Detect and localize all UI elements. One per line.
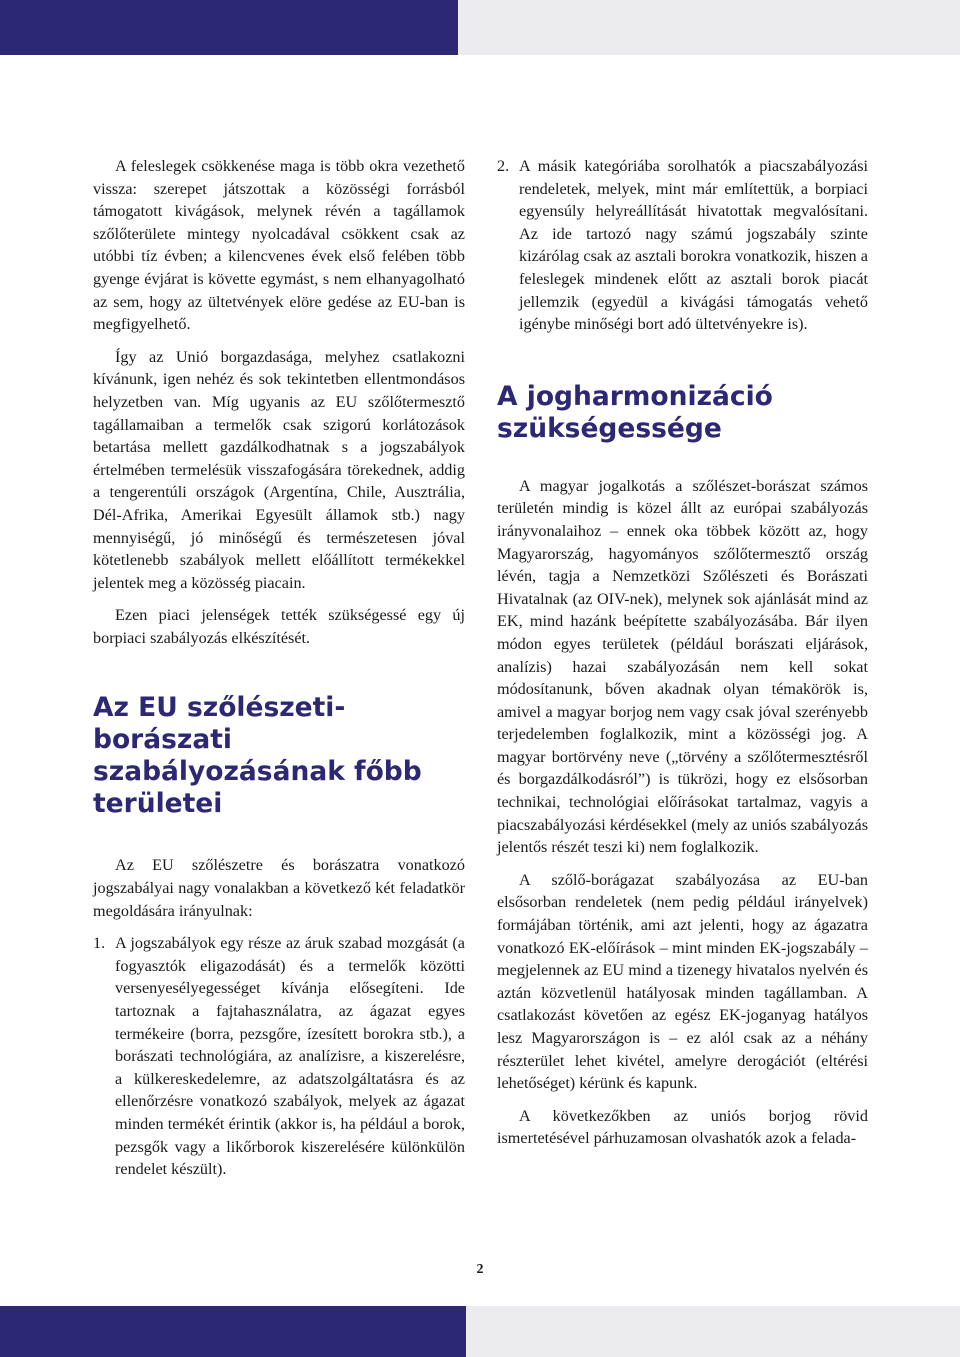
paragraph: Az EU szőlészetre és borászatra vonatkozó jogszabályai nagy vonalakban a következő két feladatkör megoldására irányulnak: bbox=[93, 856, 465, 920]
list-item-text: A jogszabályok egy része az áruk szabad mozgását (a fogyasztók eligazodását) és a termelők közötti versenyesélyegességet kívánja elősegíteni. Ide tartoznak a fajtahasználatra, az ágazat egyes termékeire (borra, pezsgőre, ízesített borokra stb.), a borászati technológiára, az analízisre, a kiszerelésre, a külkereskedelemre, az adatszolgáltatásra és az ellenőrzésre vonatkozó szabályok, melyek az ágazat minden termékét érintik (akkor is, ha például a borok, pezsgők vagy a likőrborok kiszerelésére különkülön rendelet készült). bbox=[115, 934, 465, 1179]
footer-band-dark bbox=[0, 1306, 466, 1357]
list-item bbox=[497, 155, 868, 336]
list-item-text: A másik kategóriába sorolhatók a piacszabályozási rendeletek, melyek, mint már említettük, a borpiaci egyensúly helyreállítását hivatottak megvalósítani. Az ide tartozó nagy számú jogszabály szinte kizárólag csak az asztali borokra vonatkozik, hiszen a feleslegek mindenek előtt az asztali borok piacát jellemzik (egyedül a kivágási támogatás vehető igénybe minőségi bort adó ültetvényekre is). bbox=[519, 157, 868, 334]
list-item bbox=[93, 932, 465, 1181]
footer-band-light bbox=[466, 1306, 960, 1357]
paragraph: A feleslegek csökkenése maga is több okra vezethető vissza: szerepet játszottak a közösségi forrásból támogatott kivágások, melynek révén a tagállamok szőlőterülete mintegy nyolcadával csökkent csak az utóbbi tíz évben; a kilencvenes évek első felében több gyenge évjárat is követte egymást, s nem elhanyagolható az sem, hogy az ültetvények elöre gedése az EU-ban is megfigyelhető. bbox=[93, 157, 465, 334]
section-heading: Az EU szőlészeti-borászati szabályozásának főbb területei bbox=[93, 692, 422, 820]
paragraph: Ezen piaci jelenségek tették szükségessé egy új borpiaci szabályozás elkészítését. bbox=[93, 606, 465, 647]
list-item-number: 2. bbox=[497, 157, 510, 175]
numbered-list bbox=[93, 932, 465, 1181]
header-band-light bbox=[458, 0, 960, 55]
left-column bbox=[93, 155, 465, 1181]
header-band-dark bbox=[0, 0, 458, 55]
numbered-list bbox=[497, 155, 868, 336]
list-item-number: 1. bbox=[93, 934, 106, 953]
page-number: 2 bbox=[476, 1262, 484, 1277]
paragraph: A szőlő-borágazat szabályozása az EU-ban elsősorban rendeletek (nem pedig például irányelvek) formájában történik, ami azt jelenti, hogy az ágazatra vonatkozó EK-előírások – mint minden EK-jogszabály – megjelennek az EU mind a tizenegy hivatalos nyelvén és aztán közvetlenül hatályosak minden tagállamban. A csatlakozást követően az egész EK-joganyag hatályos lesz Magyarországon is – ez alól csak az a néhány részterület lehet kivétel, amelyre derogációt (eltérési lehetőséget) kérünk és kapunk. bbox=[497, 870, 868, 1093]
right-column bbox=[497, 155, 868, 1150]
paragraph: A magyar jogalkotás a szőlészet-borászat számos területén mindig is közel állt az európai szabályozás irányvonalaihoz – ennek oka többek között az, hogy Magyarország, hagyományos szőlőtermesztő ország lévén, tagja a Nemzetközi Szőlészeti és Borászati Hivatalnak (az OIV-nek), melynek sok ajánlását mind az EK, mind hazánk beépítette szabályozásába. Bár ilyen módon egyes területek (például borászati eljárások, analízis) hazai szabályozásán nem kell sokat módosítanunk, bőven akadnak olyan témakörök is, amivel a magyar borjog nem vagy csak jóval szerényebb terjedelemben foglalkozik, mint a közösségi jog. A magyar bortörvény neve („törvény a szőlőtermesztésről és borgazdálkodásról”) is tükrözi, hogy ez elsősorban technikai, technológiai előírásokat tartalmaz, vagyis a piacszabályozási kérdésekkel (mely az uniós szabályozás jelentős részét teszi ki) nem foglalkozik. bbox=[497, 476, 868, 857]
section-heading: A jogharmonizáció szükségessége bbox=[497, 380, 773, 444]
paragraph: Így az Unió borgazdasága, melyhez csatlakozni kívánunk, igen nehéz és sok tekintetben ellentmondásos helyzetben van. Míg ugyanis az EU szőlőtermesztő tagállamaiban a termelők csak szigorú korlátozások betartása mellett gazdálkodhatnak s a jogszabályok értelmében termelésük visszafogására törekednek, addig a tengerentúli országok (Argentína, Chile, Ausztrália, Dél-Afrika, Amerikai Egyesült államok stb.) nagy mennyiségű, jó minőségű és természetesen jóval kötetlenebb szabályok mellett előállított termékekkel jelentek meg a közösség piacain. bbox=[93, 347, 465, 592]
paragraph: A következőkben az uniós borjog rövid ismertetésével párhuzamosan olvashatók azok a felada- bbox=[497, 1106, 868, 1148]
